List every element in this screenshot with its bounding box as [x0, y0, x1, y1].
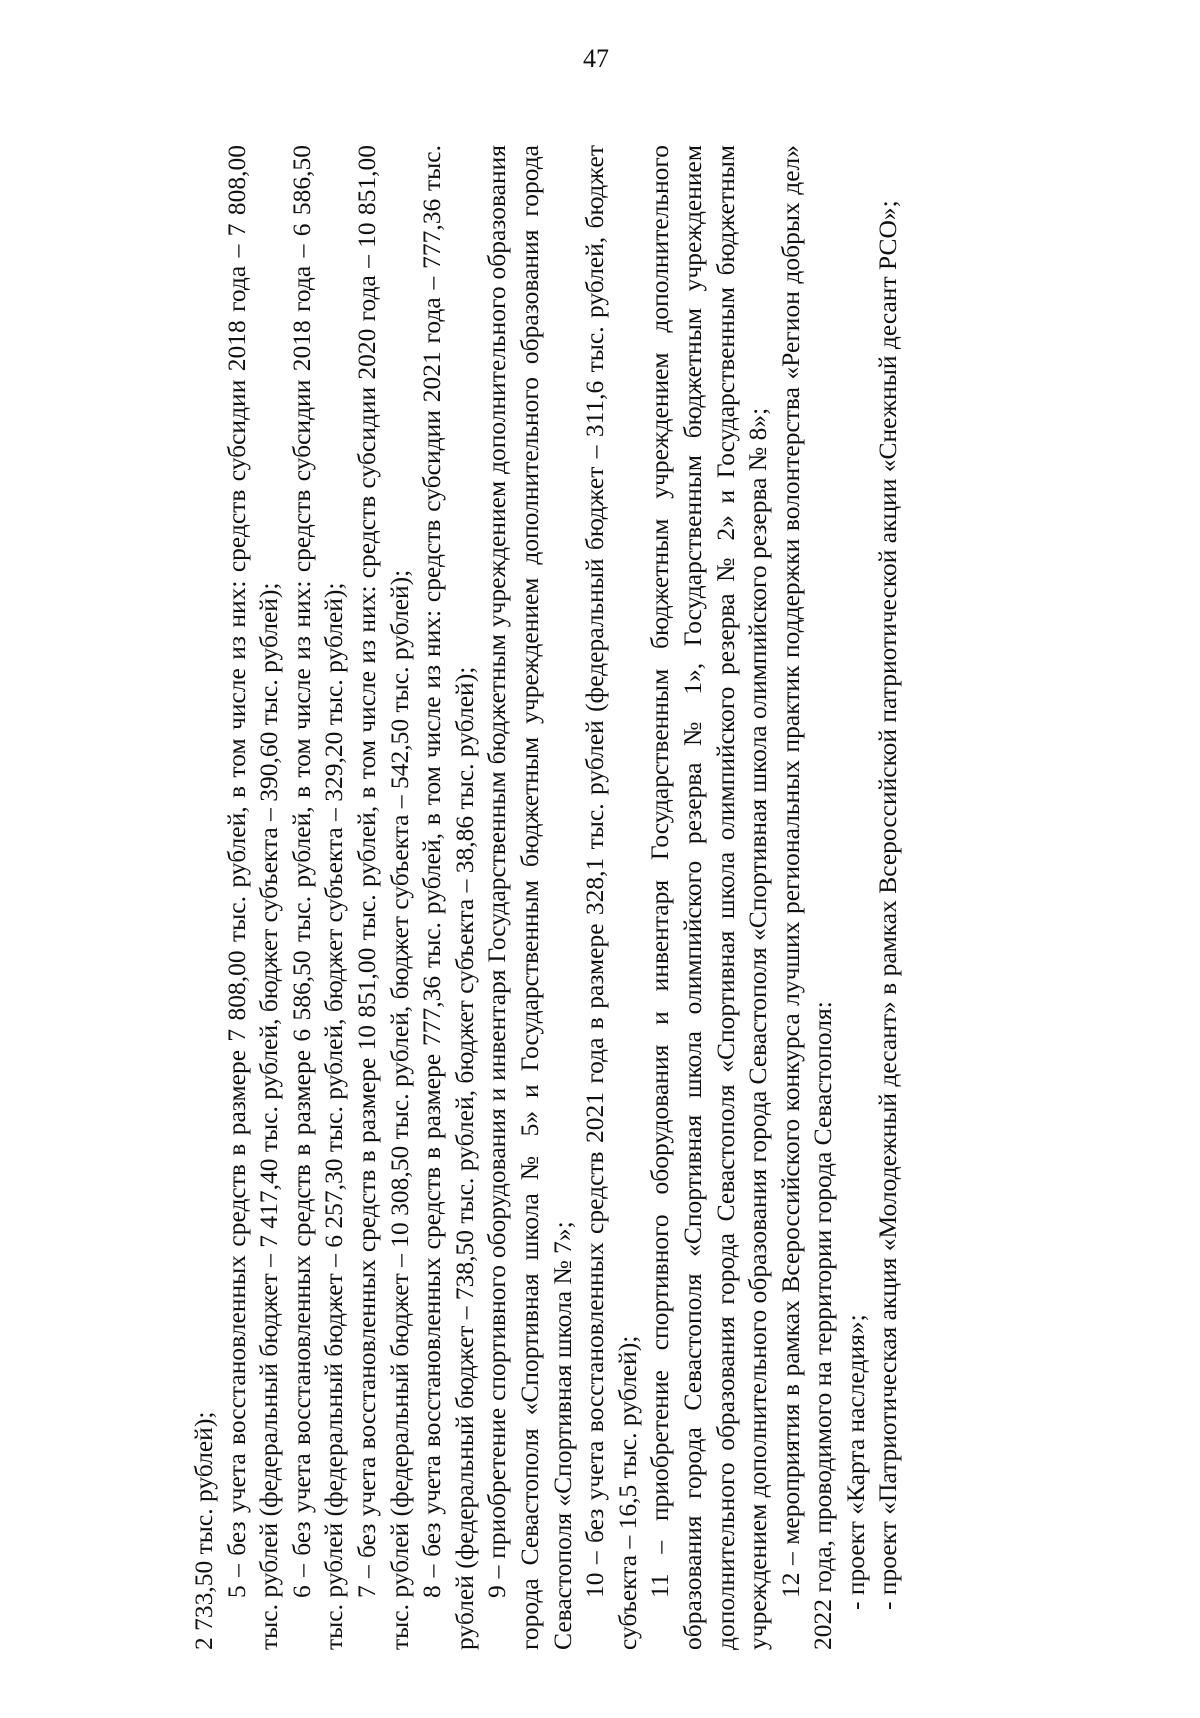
footnote-5: 5 – без учета восстановленных средств в размере 7 808,00 тыс. рублей, в том числе из них: средств субсидии 2018 года – 7 808,00 тыс. рублей (федеральный бюджет – 7 417,40 тыс. рублей, бюджет субъекта – 390,60 тыс. рублей);: [221, 145, 284, 1650]
project-item-youth-landing: - проект «Патриотическая акция «Молодежный десант» в рамках Всероссийской патриотической акции «Снежный десант РСО»;: [873, 200, 903, 1610]
footnote-12: 12 – мероприятия в рамках Всероссийского конкурса лучших региональных практик поддержки волонтерства «Регион добрых дел» 2022 года, проводимого на территории города Севастополя:: [775, 145, 838, 1650]
footnote-10: 10 – без учета восстановленных средств 2021 года в размере 328,1 тыс. рублей (федеральный бюджет – 311,6 тыс. рублей, бюджет субъекта – 16,5 тыс. рублей);: [580, 145, 642, 1650]
footnote-6: 6 – без учета восстановленных средств в размере 6 586,50 тыс. рублей, в том числе из них: средств субсидии 2018 года – 6 586,50 тыс. рублей (федеральный бюджет – 6 257,30 тыс. рублей, бюджет субъекта – 329,20 тыс. рублей);: [286, 145, 349, 1650]
footnote-7: 7 – без учета восстановленных средств в размере 10 851,00 тыс. рублей, в том числе из них: средств субсидии 2020 года – 10 851,00 тыс. рублей (федеральный бюджет – 10 308,50 тыс. рублей, бюджет субъекта – 542,50 тыс. рублей);: [351, 145, 414, 1650]
document-body: [188, 145, 905, 1650]
project-item-heritage-map: - проект «Карта наследия»;: [840, 1314, 870, 1610]
page-number: 47: [583, 44, 609, 73]
footnote-9: 9 – приобретение спортивного оборудования и инвентаря Государственным бюджетным учреждением дополнительного образования города Севастополя «Спортивная школа № 5» и Государственным бюджетным учреждением дополнительного образования города Севастополя «Спортивная школа № 7»;: [482, 145, 577, 1650]
footnote-8: 8 – без учета восстановленных средств в размере 777,36 тыс. рублей, в том числе из них: средств субсидии 2021 года – 777,36 тыс. рублей (федеральный бюджет – 738,50 тыс. рублей, бюджет субъекта – 38,86 тыс. рублей);: [417, 145, 479, 1650]
footnote-11: 11 – приобретение спортивного оборудования и инвентаря Государственным бюджетным учреждением дополнительного образования города Севастополя «Спортивная школа олимпийского резерва № 1», Государственным бюджетным учреждением дополнительного образования города Севастополя «Спортивная школа олимпийского резерва № 2» и Государственным бюджетным учреждением дополнительного образования города Севастополя «Спортивная школа олимпийского резерва № 8»;: [645, 145, 773, 1650]
paragraph-continuation: 2 733,50 тыс. рублей);: [189, 1411, 218, 1650]
